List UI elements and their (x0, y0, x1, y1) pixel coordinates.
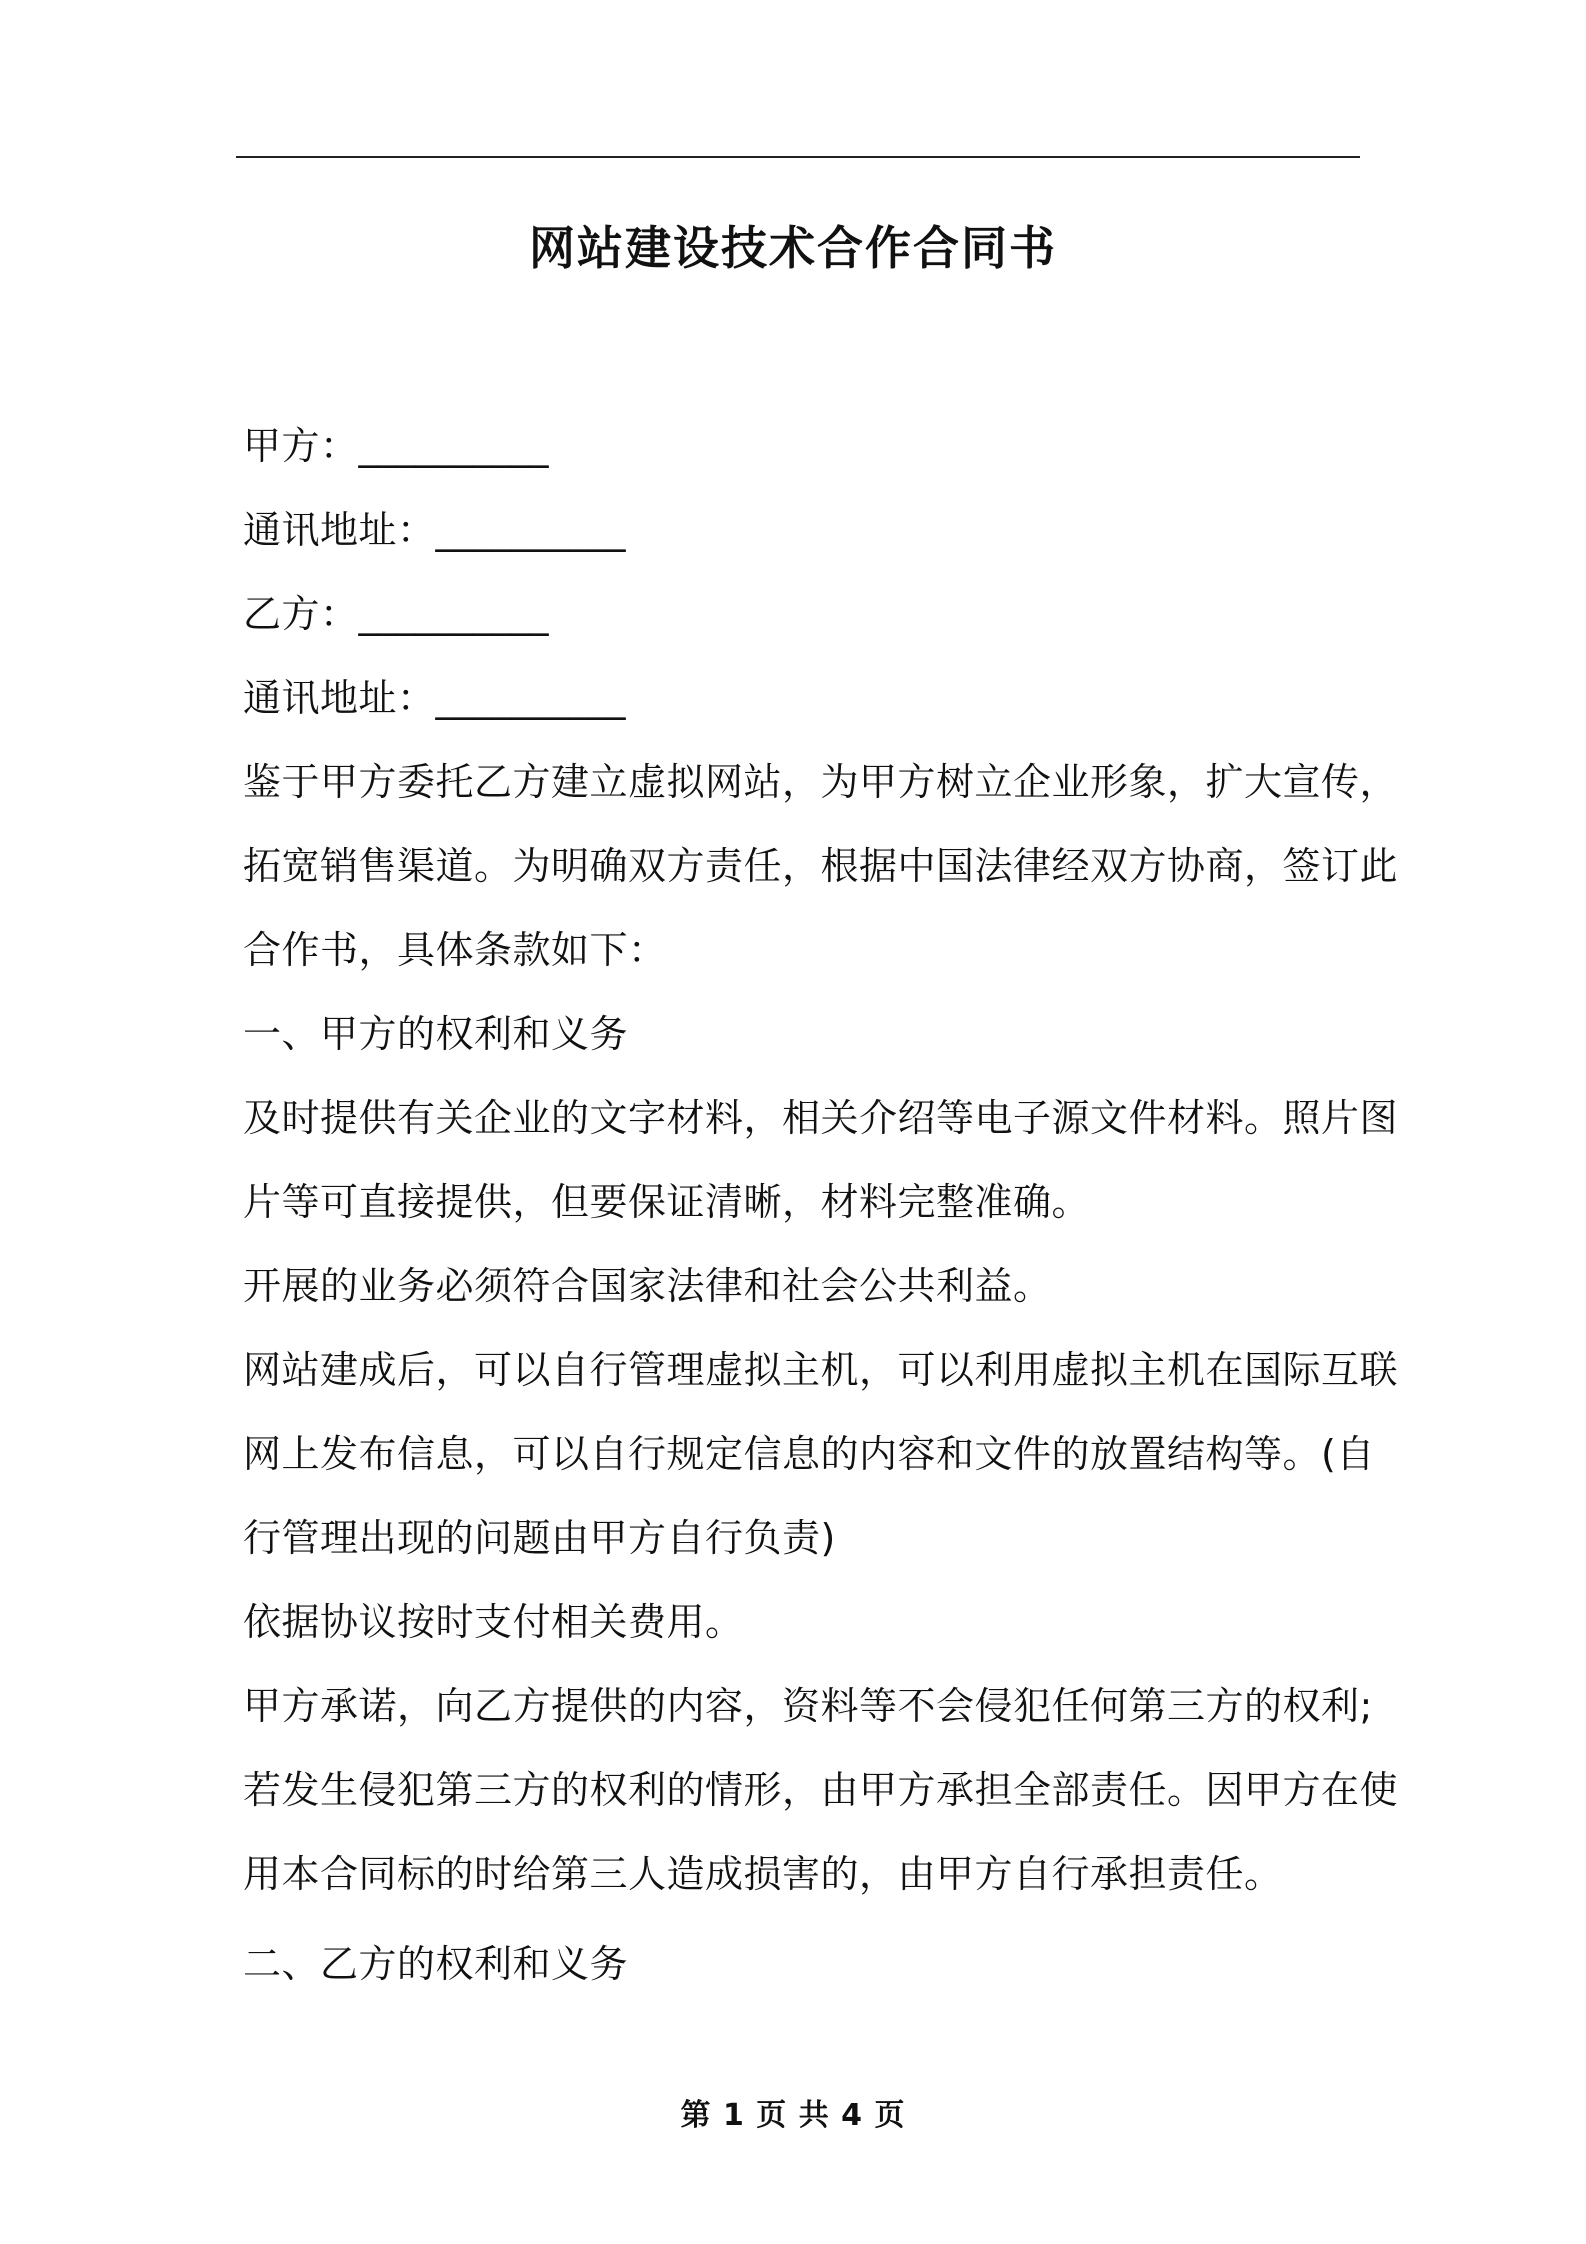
body-line: 甲方承诺，向乙方提供的内容，资料等不会侵犯任何第三方的权利; (243, 1684, 1373, 1728)
field-blank: __________ (435, 508, 626, 552)
field-label: 甲方： (243, 424, 359, 468)
body-line: 网上发布信息，可以自行规定信息的内容和文件的放置结构等。(自 (243, 1432, 1375, 1476)
field-blank: __________ (358, 592, 549, 636)
section-heading: 二、乙方的权利和义务 (243, 1942, 629, 1986)
body-line: 网站建成后，可以自行管理虚拟主机，可以利用虚拟主机在国际互联 (243, 1348, 1399, 1392)
body-line: 若发生侵犯第三方的权利的情形，由甲方承担全部责任。因甲方在使 (243, 1768, 1399, 1812)
document-body (243, 404, 1399, 2006)
party-b-field (243, 572, 1363, 656)
party-b-address-field (243, 656, 1363, 740)
party-a-field (243, 404, 1363, 488)
body-line: 用本合同标的时给第三人造成损害的，由甲方自行承担责任。 (243, 1852, 1283, 1896)
field-label: 通讯地址： (243, 508, 436, 552)
body-line: 依据协议按时支付相关费用。 (243, 1600, 744, 1644)
party-a-address-field (243, 488, 1363, 572)
body-line: 合作书，具体条款如下： (243, 928, 667, 972)
field-blank: __________ (435, 676, 626, 720)
field-label: 乙方： (243, 592, 359, 636)
document-title: 网站建设技术合作合同书 (529, 221, 1057, 275)
field-blank: __________ (358, 424, 549, 468)
body-line: 片等可直接提供，但要保证清晰，材料完整准确。 (243, 1180, 1091, 1224)
body-line: 及时提供有关企业的文字材料，相关介绍等电子源文件材料。照片图 (243, 1096, 1399, 1140)
section-heading: 一、甲方的权利和义务 (243, 1012, 629, 1056)
page-footer: 第 1 页 共 4 页 (680, 2098, 906, 2133)
field-label: 通讯地址： (243, 676, 436, 720)
body-line: 鉴于甲方委托乙方建立虚拟网站，为甲方树立企业形象，扩大宣传， (243, 760, 1399, 804)
header-rule (236, 156, 1360, 158)
body-line: 行管理出现的问题由甲方自行负责) (243, 1516, 836, 1560)
body-line: 开展的业务必须符合国家法律和社会公共利益。 (243, 1264, 1052, 1308)
body-line: 拓宽销售渠道。为明确双方责任，根据中国法律经双方协商，签订此 (243, 844, 1399, 888)
